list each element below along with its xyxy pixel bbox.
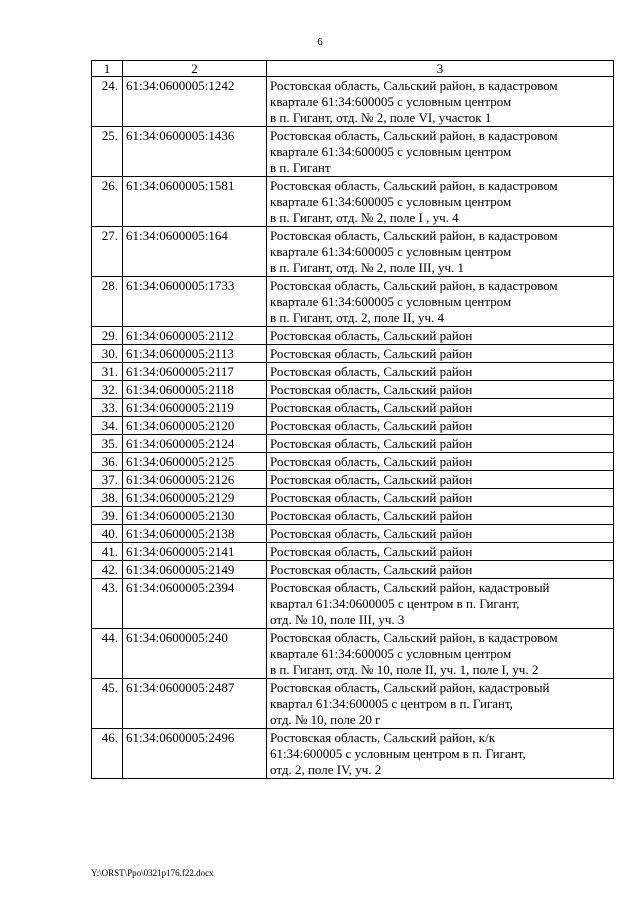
table-row — [92, 679, 614, 729]
address-cell — [267, 363, 614, 381]
address-line: в п. Гигант — [270, 160, 331, 175]
address-line: квартале 61:34:600005 с условным центром — [270, 244, 512, 259]
table-row — [92, 507, 614, 525]
table-row — [92, 417, 614, 435]
row-number: 31. — [92, 363, 123, 381]
cadastral-number: 61:34:0600005:2124 — [123, 435, 267, 453]
address-line: Ростовская область, Сальский район, в кадастровом — [270, 128, 558, 143]
row-number: 30. — [92, 345, 123, 363]
table-row — [92, 345, 614, 363]
footer-file-path: Y:\ORST\Ppo\0321p176.f22.docx — [91, 868, 214, 878]
table-row — [92, 729, 614, 779]
address-cell — [267, 579, 614, 629]
cadastral-number: 61:34:0600005:1581 — [123, 177, 267, 227]
address-line: Ростовская область, Сальский район — [270, 346, 473, 361]
address-line: Ростовская область, Сальский район, к/к — [270, 730, 496, 745]
table-row — [92, 327, 614, 345]
cadastral-number: 61:34:0600005:2496 — [123, 729, 267, 779]
address-line: Ростовская область, Сальский район — [270, 436, 473, 451]
address-line: отд. 2, поле IV, уч. 2 — [270, 762, 382, 777]
address-line: Ростовская область, Сальский район — [270, 328, 473, 343]
row-number: 41. — [92, 543, 123, 561]
address-line: Ростовская область, Сальский район, кадастровый — [270, 680, 550, 695]
address-line: квартале 61:34:600005 с условным центром — [270, 94, 512, 109]
cadastral-number: 61:34:0600005:2129 — [123, 489, 267, 507]
address-line: квартале 61:34:600005 с условным центром — [270, 646, 512, 661]
address-cell — [267, 381, 614, 399]
address-line: Ростовская область, Сальский район — [270, 364, 473, 379]
address-cell — [267, 417, 614, 435]
row-number: 25. — [92, 127, 123, 177]
address-line: Ростовская область, Сальский район, в кадастровом — [270, 630, 558, 645]
address-cell — [267, 435, 614, 453]
cadastral-number: 61:34:0600005:1436 — [123, 127, 267, 177]
table-row — [92, 629, 614, 679]
address-line: квартал 61:34:0600005 с центром в п. Гигант, — [270, 596, 520, 611]
cadastral-number: 61:34:0600005:240 — [123, 629, 267, 679]
address-line: квартале 61:34:600005 с условным центром — [270, 194, 512, 209]
address-cell — [267, 227, 614, 277]
page-number: 6 — [317, 36, 323, 48]
cadastral-number: 61:34:0600005:2120 — [123, 417, 267, 435]
row-number: 33. — [92, 399, 123, 417]
row-number: 27. — [92, 227, 123, 277]
row-number: 43. — [92, 579, 123, 629]
address-line: 61:34:600005 с условным центром в п. Гигант, — [270, 746, 526, 761]
address-cell — [267, 177, 614, 227]
row-number: 39. — [92, 507, 123, 525]
table-row — [92, 363, 614, 381]
address-line: Ростовская область, Сальский район — [270, 544, 473, 559]
address-line: квартал 61:34:600005 с центром в п. Гигант, — [270, 696, 513, 711]
row-number: 44. — [92, 629, 123, 679]
address-cell — [267, 277, 614, 327]
row-number: 32. — [92, 381, 123, 399]
row-number: 35. — [92, 435, 123, 453]
row-number: 24. — [92, 77, 123, 127]
address-line: Ростовская область, Сальский район — [270, 490, 473, 505]
address-line: в п. Гигант, отд. № 2, поле I , уч. 4 — [270, 210, 459, 225]
address-line: в п. Гигант, отд. 2, поле II, уч. 4 — [270, 310, 445, 325]
address-line: квартале 61:34:600005 с условным центром — [270, 294, 512, 309]
address-line: в п. Гигант, отд. № 10, поле II, уч. 1, поле I, уч. 2 — [270, 662, 539, 677]
table-row — [92, 381, 614, 399]
table-row — [92, 543, 614, 561]
address-line: Ростовская область, Сальский район, в кадастровом — [270, 178, 558, 193]
address-cell — [267, 345, 614, 363]
cadastral-number: 61:34:0600005:2118 — [123, 381, 267, 399]
table-row — [92, 177, 614, 227]
table-header-row — [92, 61, 614, 77]
address-line: Ростовская область, Сальский район — [270, 382, 473, 397]
row-number: 46. — [92, 729, 123, 779]
cadastral-number: 61:34:0600005:2126 — [123, 471, 267, 489]
table-row — [92, 525, 614, 543]
table-row — [92, 127, 614, 177]
cadastral-number: 61:34:0600005:2149 — [123, 561, 267, 579]
table-row — [92, 471, 614, 489]
address-line: Ростовская область, Сальский район — [270, 400, 473, 415]
row-number: 45. — [92, 679, 123, 729]
address-line: Ростовская область, Сальский район, в кадастровом — [270, 278, 558, 293]
table-row — [92, 77, 614, 127]
table-row — [92, 277, 614, 327]
address-line: в п. Гигант, отд. № 2, поле VI, участок 1 — [270, 110, 492, 125]
row-number: 40. — [92, 525, 123, 543]
table-row — [92, 579, 614, 629]
address-cell — [267, 507, 614, 525]
address-cell — [267, 729, 614, 779]
column-header-address: 3 — [267, 61, 614, 77]
address-cell — [267, 471, 614, 489]
cadastral-number: 61:34:0600005:2394 — [123, 579, 267, 629]
table-row — [92, 489, 614, 507]
cadastral-number: 61:34:0600005:2130 — [123, 507, 267, 525]
column-header-cadastral: 2 — [123, 61, 267, 77]
address-line: Ростовская область, Сальский район — [270, 562, 473, 577]
address-line: Ростовская область, Сальский район, в кадастровом — [270, 78, 558, 93]
address-cell — [267, 399, 614, 417]
cadastral-number: 61:34:0600005:1242 — [123, 77, 267, 127]
row-number: 26. — [92, 177, 123, 227]
address-line: Ростовская область, Сальский район — [270, 454, 473, 469]
address-line: Ростовская область, Сальский район — [270, 472, 473, 487]
table-row — [92, 227, 614, 277]
address-line: Ростовская область, Сальский район, кадастровый — [270, 580, 550, 595]
cadastral-number: 61:34:0600005:2113 — [123, 345, 267, 363]
address-cell — [267, 453, 614, 471]
address-cell — [267, 629, 614, 679]
address-line: Ростовская область, Сальский район — [270, 526, 473, 541]
row-number: 34. — [92, 417, 123, 435]
address-line: Ростовская область, Сальский район — [270, 418, 473, 433]
cadastral-number: 61:34:0600005:164 — [123, 227, 267, 277]
address-line: в п. Гигант, отд. № 2, поле III, уч. 1 — [270, 260, 465, 275]
row-number: 36. — [92, 453, 123, 471]
cadastral-number: 61:34:0600005:2117 — [123, 363, 267, 381]
address-cell — [267, 127, 614, 177]
row-number: 42. — [92, 561, 123, 579]
table-row — [92, 561, 614, 579]
table-row — [92, 453, 614, 471]
row-number: 29. — [92, 327, 123, 345]
column-header-number: 1 — [92, 61, 123, 77]
table-row — [92, 435, 614, 453]
cadastral-number: 61:34:0600005:2112 — [123, 327, 267, 345]
address-cell — [267, 561, 614, 579]
cadastral-number: 61:34:0600005:2138 — [123, 525, 267, 543]
address-cell — [267, 489, 614, 507]
table-row — [92, 399, 614, 417]
cadastral-number: 61:34:0600005:1733 — [123, 277, 267, 327]
address-line: отд. № 10, поле III, уч. 3 — [270, 612, 405, 627]
address-cell — [267, 679, 614, 729]
address-line: Ростовская область, Сальский район, в кадастровом — [270, 228, 558, 243]
address-cell — [267, 77, 614, 127]
cadastral-number: 61:34:0600005:2119 — [123, 399, 267, 417]
row-number: 37. — [92, 471, 123, 489]
cadastral-table — [91, 60, 614, 779]
address-line: квартале 61:34:600005 с условным центром — [270, 144, 512, 159]
cadastral-number: 61:34:0600005:2487 — [123, 679, 267, 729]
cadastral-number: 61:34:0600005:2141 — [123, 543, 267, 561]
address-line: Ростовская область, Сальский район — [270, 508, 473, 523]
address-cell — [267, 327, 614, 345]
address-cell — [267, 525, 614, 543]
address-cell — [267, 543, 614, 561]
row-number: 38. — [92, 489, 123, 507]
row-number: 28. — [92, 277, 123, 327]
address-line: отд. № 10, поле 20 г — [270, 712, 381, 727]
cadastral-number: 61:34:0600005:2125 — [123, 453, 267, 471]
